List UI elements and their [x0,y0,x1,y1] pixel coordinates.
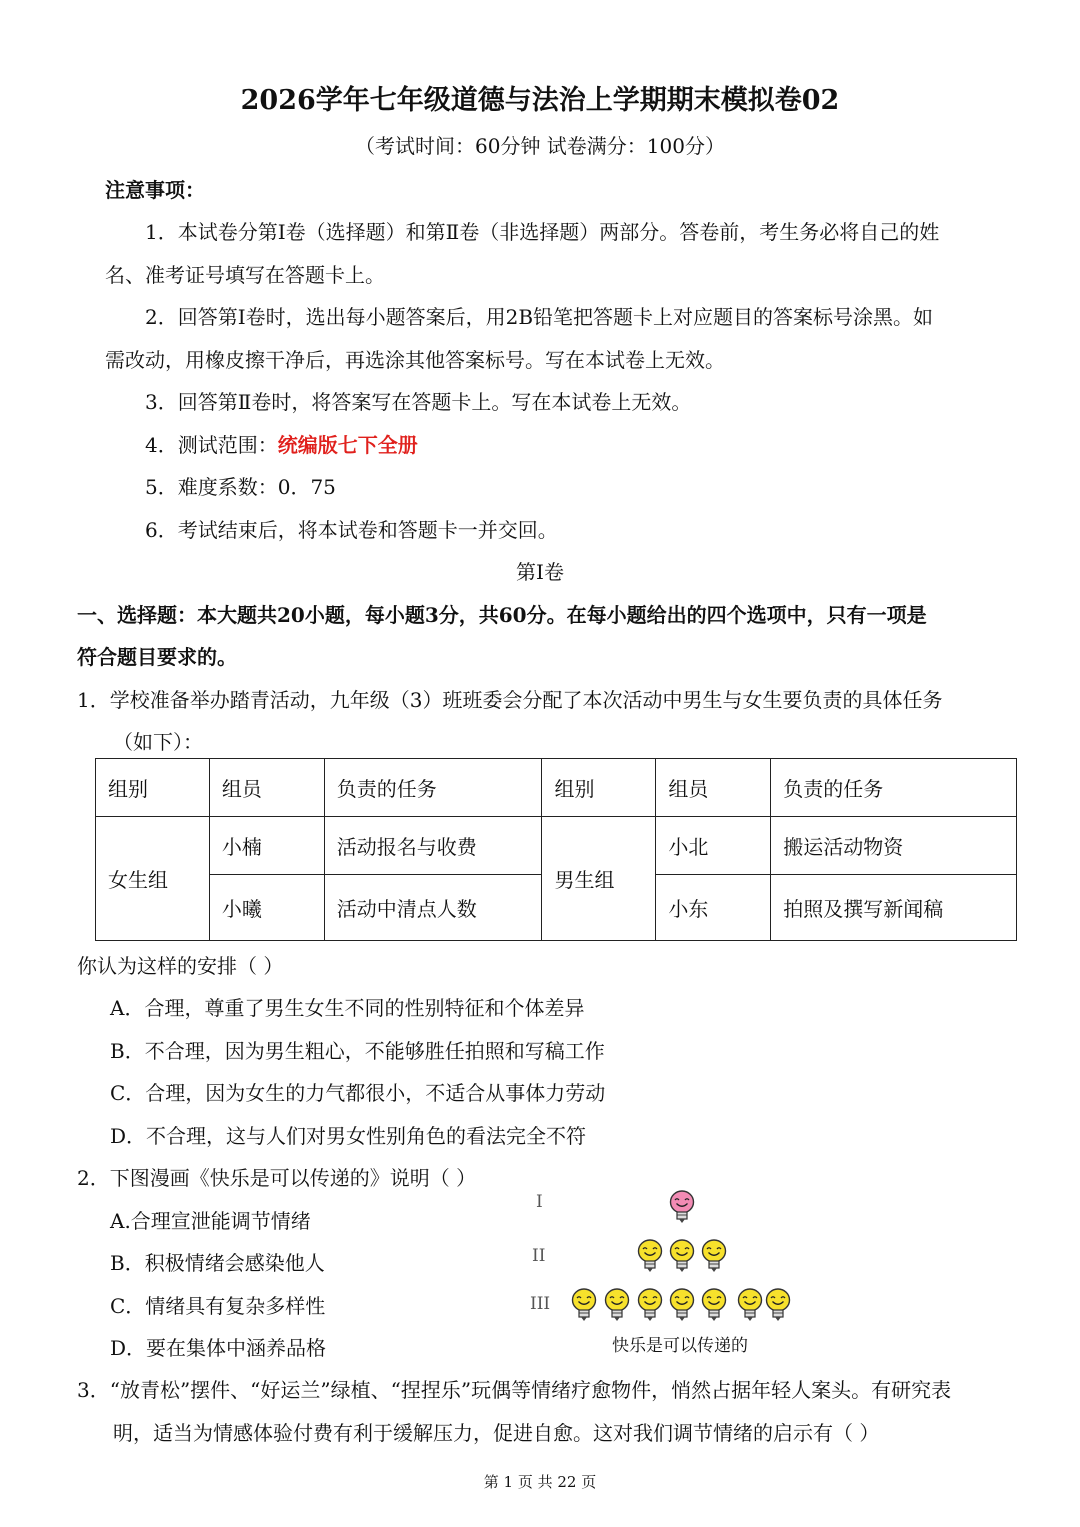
task-assignment-table [95,758,1017,941]
table-cell: 拍照及撰写新闻稿 [771,875,1017,941]
notice-item-2-line-2: 需改动，用橡皮擦干净后，再选涂其他答案标号。写在本试卷上无效。 [105,348,725,372]
q1-stem-line-1: 1．学校准备举办踏青活动，九年级（3）班班委会分配了本次活动中男生与女生要负责的具体任务 [77,688,943,712]
section-heading-line-1: 一、选择题：本大题共20小题，每小题3分，共60分。在每小题给出的四个选项中，只有一项是 [77,603,927,627]
q1-option-c: C．合理，因为女生的力气都很小，不适合从事体力劳动 [110,1081,606,1105]
table-cell: 活动报名与收费 [324,817,542,875]
q1-option-a: A．合理，尊重了男生女生不同的性别特征和个体差异 [110,996,585,1020]
smiling-lightbulb-icon [637,1239,663,1273]
q1-option-d: D．不合理，这与人们对男女性别角色的看法完全不符 [110,1124,587,1148]
table-cell: 活动中清点人数 [324,875,542,941]
test-scope-highlight: 统编版七下全册 [277,433,418,457]
page-footer: 第 1 页 共 22 页 [483,1473,597,1491]
q2-option-a: A.合理宣泄能调节情绪 [110,1209,311,1233]
smiling-lightbulb-icon [765,1288,791,1322]
table-header-cell: 负责的任务 [324,759,542,817]
table-cell: 搬运活动物资 [771,817,1017,875]
row-label-3: III [530,1294,551,1314]
boys-group-cell: 男生组 [542,817,656,941]
smiling-lightbulb-icon [701,1288,727,1322]
smiling-lightbulb-icon [604,1288,630,1322]
exam-title: 2026学年七年级道德与法治上学期期末模拟卷02 [240,85,840,116]
table-cell: 小北 [656,817,771,875]
row-label-2: II [532,1246,546,1266]
table-header-cell: 组员 [656,759,771,817]
exam-duration-and-score: （考试时间：60分钟 试卷满分：100分） [355,134,725,158]
comic-caption: 快乐是可以传递的 [612,1336,748,1356]
notice-item-1-line-2: 名、准考证号填写在答题卡上。 [105,263,385,287]
q2-option-b: B．积极情绪会感染他人 [110,1251,325,1275]
table-row [96,817,1017,875]
smiling-lightbulb-icon [669,1239,695,1273]
table-header-cell: 组员 [209,759,324,817]
table-cell: 小楠 [209,817,324,875]
row-label-1: I [536,1192,543,1212]
q1-option-b: B．不合理，因为男生粗心，不能够胜任拍照和写稿工作 [110,1039,605,1063]
q2-option-c: C．情绪具有复杂多样性 [110,1294,326,1318]
table-cell: 小曦 [209,875,324,941]
table-header-cell: 组别 [542,759,656,817]
smiling-lightbulb-icon [669,1288,695,1322]
table-header-cell: 负责的任务 [771,759,1017,817]
notice-item-4-label: 4．测试范围： [145,433,278,457]
smiling-lightbulb-icon [737,1288,763,1322]
q3-stem-line-1: 3．“放青松”摆件、“好运兰”绿植、“捏捏乐”玩偶等情绪疗愈物件，悄然占据年轻人案头。有研究表 [77,1378,952,1402]
notice-item-2-line-1: 2．回答第Ⅰ卷时，选出每小题答案后，用2B铅笔把答题卡上对应题目的答案标号涂黑。如 [145,305,934,329]
table-cell: 小东 [656,875,771,941]
notice-item-5: 5．难度系数：0．75 [145,475,336,499]
smiling-lightbulb-icon [637,1288,663,1322]
notice-item-6: 6．考试结束后，将本试卷和答题卡一并交回。 [145,518,558,542]
volume-label: 第Ⅰ卷 [516,560,564,584]
section-heading-line-2: 符合题目要求的。 [77,645,237,669]
q2-option-d: D．要在集体中涵养品格 [110,1336,327,1360]
q3-stem-line-2: 明，适当为情感体验付费有利于缓解压力，促进自愈。这对我们调节情绪的启示有（ ） [113,1421,880,1445]
smiling-lightbulb-icon [701,1239,727,1273]
table-header-row [96,759,1017,817]
notice-item-4 [145,429,418,458]
q1-stem-line-2: （如下）： [113,730,203,754]
notice-item-1-line-1: 1．本试卷分第Ⅰ卷（选择题）和第Ⅱ卷（非选择题）两部分。答卷前，考生务必将自己的姓 [145,220,940,244]
q1-question: 你认为这样的安排（ ） [77,954,284,978]
smiling-lightbulb-icon [571,1288,597,1322]
table-header-cell: 组别 [96,759,210,817]
girls-group-cell: 女生组 [96,817,210,941]
notice-item-3: 3．回答第Ⅱ卷时，将答案写在答题卡上。写在本试卷上无效。 [145,390,692,414]
smiling-lightbulb-icon [669,1190,695,1224]
notice-heading: 注意事项： [105,178,205,202]
q2-stem: 2．下图漫画《快乐是可以传递的》说明（ ） [77,1166,477,1190]
